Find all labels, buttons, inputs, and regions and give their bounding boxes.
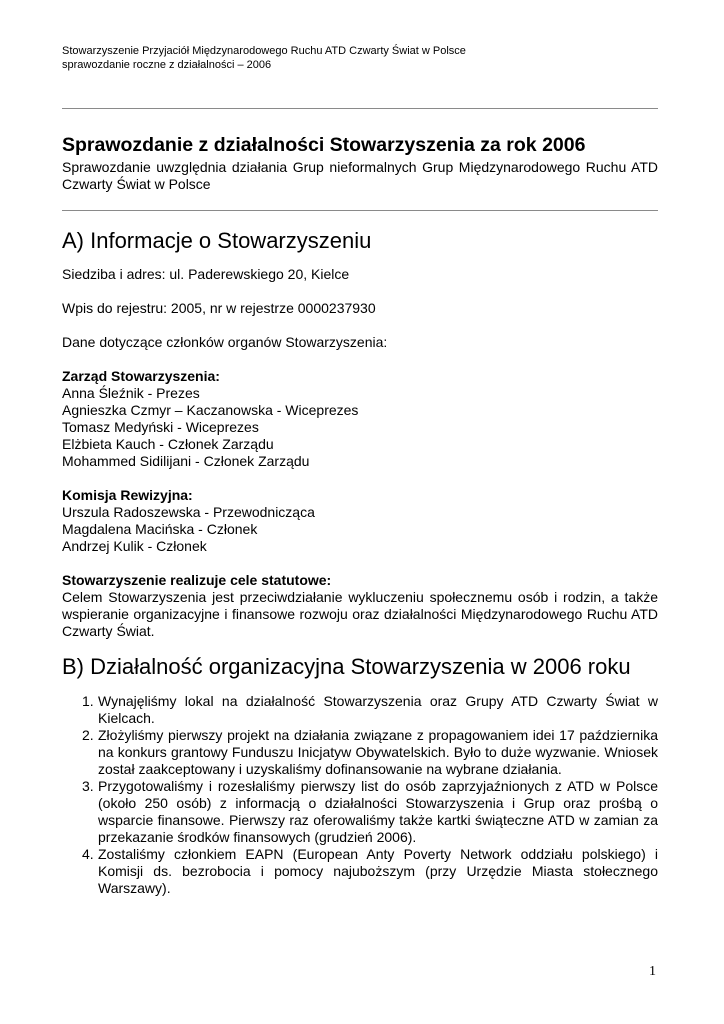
list-item-text: Wynajęliśmy lokal na działalność Stowarzyszenia oraz Grupy ATD Czwarty Świat w Kielcach. <box>98 693 658 726</box>
board-member: Anna Śleźnik - Prezes <box>62 385 200 401</box>
list-item <box>62 778 658 846</box>
list-item <box>62 846 658 897</box>
document-title: Sprawozdanie z działalności Stowarzyszenia za rok 2006 <box>62 134 586 156</box>
list-item <box>62 727 658 778</box>
board-block <box>62 368 658 470</box>
list-item-text: Złożyliśmy pierwszy projekt na działania związane z propagowaniem idei 17 października na konkurs grantowy Funduszu Inicjatyw Obywatelskich. Było to duże wyzwanie. Wniosek został zaakceptowany i uzyskaliśmy dofinansowanie na wybrane działania. <box>98 727 658 777</box>
board-member: Agnieszka Czmyr – Kaczanowska - Wiceprezes <box>62 402 359 418</box>
audit-block <box>62 487 658 555</box>
registry-line: Wpis do rejestru: 2005, nr w rejestrze 0000237930 <box>62 300 376 316</box>
document-subtitle: Sprawozdanie uwzględnia działania Grup nieformalnych Grup Międzynarodowego Ruchu ATD Czwarty Świat w Polsce <box>62 159 658 192</box>
header-organization: Stowarzyszenie Przyjaciół Międzynarodowego Ruchu ATD Czwarty Świat w Polsce <box>62 45 466 57</box>
board-member: Elżbieta Kauch - Członek Zarządu <box>62 436 274 452</box>
board-heading: Zarząd Stowarzyszenia: <box>62 368 220 384</box>
audit-member: Urszula Radoszewska - Przewodnicząca <box>62 504 315 520</box>
goals-block <box>62 572 658 640</box>
section-b-heading: B) Działalność organizacyjna Stowarzyszenia w 2006 roku <box>62 654 631 679</box>
header-rule <box>62 108 658 109</box>
audit-member: Andrzej Kulik - Członek <box>62 538 207 554</box>
list-item-number: 3. <box>82 778 94 794</box>
members-intro: Dane dotyczące członków organów Stowarzyszenia: <box>62 334 388 350</box>
audit-heading: Komisja Rewizyjna: <box>62 487 193 503</box>
goals-text: Celem Stowarzyszenia jest przeciwdziałanie wykluczeniu społecznemu osób i rodzin, a także wspieranie organizacyjne i finansowe rozwoju oraz działalności Międzynarodowego Ruchu ATD Czwarty Świat. <box>62 589 658 639</box>
list-item-number: 2. <box>82 727 94 743</box>
goals-heading: Stowarzyszenie realizuje cele statutowe: <box>62 572 332 588</box>
page-number: 1 <box>649 964 656 979</box>
title-rule <box>62 210 658 211</box>
list-item-number: 1. <box>82 693 94 709</box>
list-item <box>62 693 658 727</box>
board-member: Mohammed Sidilijani - Członek Zarządu <box>62 453 310 469</box>
address-line: Siedziba i adres: ul. Paderewskiego 20, Kielce <box>62 266 350 282</box>
header-report-label: sprawozdanie roczne z działalności – 2006 <box>62 59 272 71</box>
board-member: Tomasz Medyński - Wiceprezes <box>62 419 259 435</box>
document-page <box>62 44 658 897</box>
activities-list <box>62 693 658 897</box>
list-item-text: Zostaliśmy członkiem EAPN (European Anty Poverty Network oddziału polskiego) i Komisji ds. bezrobocia i pomocy najuboższym (przy Urzędzie Miasta stołecznego Warszawy). <box>98 846 658 896</box>
list-item-number: 4. <box>82 846 94 862</box>
audit-member: Magdalena Macińska - Członek <box>62 521 258 537</box>
section-a-heading: A) Informacje o Stowarzyszeniu <box>62 228 372 253</box>
list-item-text: Przygotowaliśmy i rozesłaliśmy pierwszy list do osób zaprzyjaźnionych z ATD w Polsce (około 250 osób) z informacją o działalności Stowarzyszenia i Grup oraz prośbą o wsparcie finansowe. Pierwszy raz oferowaliśmy także kartki świąteczne ATD w zamian za przekazanie środków finansowych (grudzień 2006). <box>98 778 658 845</box>
